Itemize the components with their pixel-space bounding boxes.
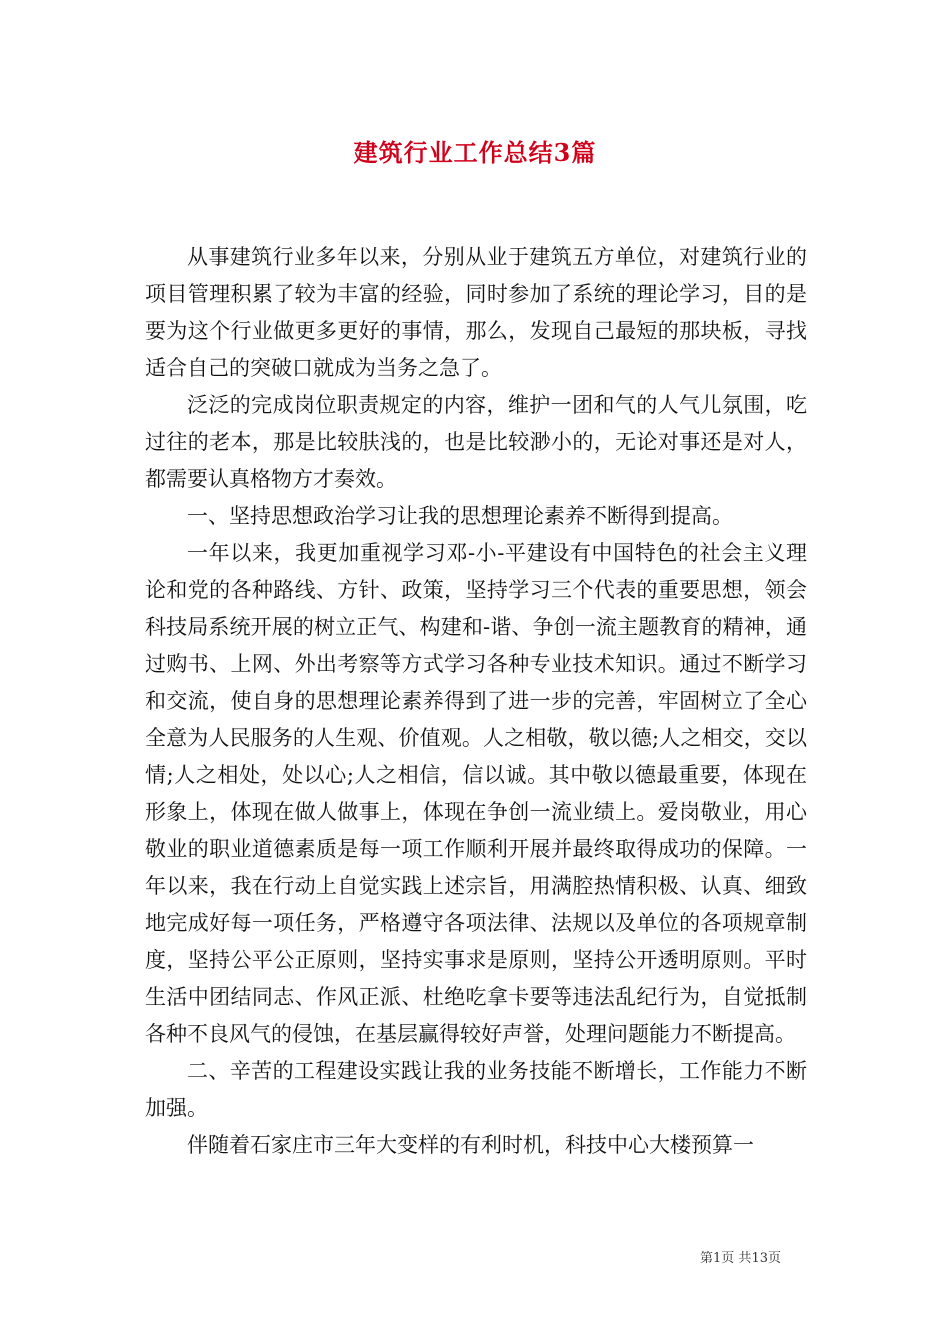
section-heading: 二、辛苦的工程建设实践让我的业务技能不断增长，工作能力不断加强。 bbox=[145, 1059, 807, 1120]
footer-middle: 页 共 bbox=[721, 1251, 752, 1266]
footer-suffix: 页 bbox=[767, 1251, 781, 1266]
section-heading: 一、坚持思想政治学习让我的思想理论素养不断得到提高。 bbox=[187, 504, 733, 528]
footer-current-page: 1 bbox=[713, 1251, 722, 1266]
paragraph: 从事建筑行业多年以来，分别从业于建筑五方单位，对建筑行业的项目管理积累了较为丰富的经验，同时参加了系统的理论学习，目的是要为这个行业做更多更好的事情，那么，发现自己最短的那块板，寻找适合自己的突破口就成为当务之急了。 bbox=[145, 245, 807, 380]
page-number-footer bbox=[700, 1247, 781, 1266]
footer-total-pages: 13 bbox=[751, 1251, 768, 1266]
document-body bbox=[145, 239, 807, 1164]
paragraph: 一年以来，我更加重视学习邓-小-平建设有中国特色的社会主义理论和党的各种路线、方针、政策，坚持学习三个代表的重要思想，领会科技局系统开展的树立正气、构建和-谐、争创一流主题教育的精神，通过购书、上网、外出考察等方式学习各种专业技术知识。通过不断学习和交流，使自身的思想理论素养得到了进一步的完善，牢固树立了全心全意为人民服务的人生观、价值观。人之相敬，敬以德;人之相交，交以情;人之相处，处以心;人之相信，信以诚。其中敬以德最重要，体现在形象上，体现在做人做事上，体现在争创一流业绩上。爱岗敬业，用心敬业的职业道德素质是每一项工作顺利开展并最终取得成功的保障。一年以来，我在行动上自觉实践上述宗旨，用满腔热情积极、认真、细致地完成好每一项任务，严格遵守各项法律、法规以及单位的各项规章制度，坚持公平公正原则，坚持实事求是原则，坚持公开透明原则。平时生活中团结同志、作风正派、杜绝吃拿卡要等违法乱纪行为，自觉抵制各种不良风气的侵蚀，在基层赢得较好声誉，处理问题能力不断提高。 bbox=[145, 541, 807, 1046]
paragraph: 伴随着石家庄市三年大变样的有利时机，科技中心大楼预算一 bbox=[187, 1133, 754, 1157]
document-title: 建筑行业工作总结3篇 bbox=[353, 138, 597, 167]
paragraph: 泛泛的完成岗位职责规定的内容，维护一团和气的人气儿氛围，吃过往的老本，那是比较肤浅的，也是比较渺小的，无论对事还是对人，都需要认真格物方才奏效。 bbox=[145, 393, 807, 491]
footer-prefix: 第 bbox=[700, 1251, 714, 1266]
